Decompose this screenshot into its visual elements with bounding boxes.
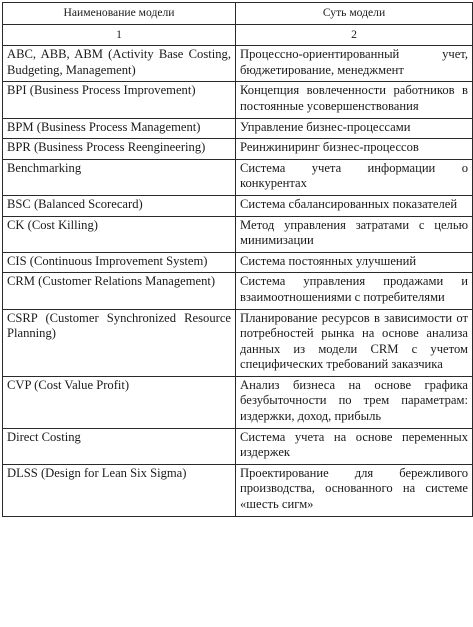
table-row <box>3 159 473 195</box>
model-essence-cell: Планирование ресурсов в зависимости от потребностей рынка на основе анализа данных из модели CRM с учетом специфических требований заказчика <box>236 309 473 376</box>
table-row <box>3 139 473 160</box>
column-number-2: 2 <box>236 24 473 46</box>
model-name-cell: ABC, ABB, ABM (Activity Base Costing, Budgeting, Management) <box>3 46 236 82</box>
table-row <box>3 428 473 464</box>
model-essence-cell: Система сбалансированных показателей <box>236 195 473 216</box>
model-essence-cell: Процессно-ориентированный учет, бюджетирование, менеджмент <box>236 46 473 82</box>
models-table <box>2 2 473 517</box>
model-essence-cell: Анализ бизнеса на основе графика безубыточности по трем параметрам: издержки, доход, прибыль <box>236 376 473 428</box>
table-header-row <box>3 3 473 25</box>
model-essence-cell: Система учета информации о конкурентах <box>236 159 473 195</box>
column-number-1: 1 <box>3 24 236 46</box>
model-name-cell: BSC (Balanced Scorecard) <box>3 195 236 216</box>
model-name-cell: CIS (Continuous Improvement System) <box>3 252 236 273</box>
header-model-essence: Суть модели <box>236 3 473 25</box>
model-essence-cell: Реинжиниринг бизнес-процессов <box>236 139 473 160</box>
header-model-name: Наименование модели <box>3 3 236 25</box>
model-name-cell: CSRP (Customer Synchronized Resource Planning) <box>3 309 236 376</box>
model-name-cell: CK (Cost Killing) <box>3 216 236 252</box>
table-row <box>3 464 473 516</box>
table-row <box>3 46 473 82</box>
model-name-cell: CRM (Customer Relations Management) <box>3 273 236 309</box>
model-name-cell: Direct Costing <box>3 428 236 464</box>
model-essence-cell: Концепция вовлеченности работников в постоянные усовершенствования <box>236 82 473 118</box>
table-row <box>3 252 473 273</box>
table-row <box>3 82 473 118</box>
model-name-cell: CVP (Cost Value Profit) <box>3 376 236 428</box>
table-row <box>3 376 473 428</box>
model-essence-cell: Система учета на основе переменных издержек <box>236 428 473 464</box>
model-essence-cell: Метод управления затратами с целью минимизации <box>236 216 473 252</box>
table-row <box>3 309 473 376</box>
column-number-row <box>3 24 473 46</box>
model-essence-cell: Управление бизнес-процессами <box>236 118 473 139</box>
table-row <box>3 216 473 252</box>
model-name-cell: Benchmarking <box>3 159 236 195</box>
model-name-cell: BPI (Business Process Improvement) <box>3 82 236 118</box>
model-name-cell: BPM (Business Process Management) <box>3 118 236 139</box>
model-essence-cell: Система постоянных улучшений <box>236 252 473 273</box>
model-essence-cell: Проектирование для бережливого производства, основанного на системе «шесть сигм» <box>236 464 473 516</box>
table-row <box>3 273 473 309</box>
table-row <box>3 118 473 139</box>
model-name-cell: DLSS (Design for Lean Six Sigma) <box>3 464 236 516</box>
table-row <box>3 195 473 216</box>
model-name-cell: BPR (Business Process Reengineering) <box>3 139 236 160</box>
model-essence-cell: Система управления продажами и взаимоотношениями с потребителями <box>236 273 473 309</box>
